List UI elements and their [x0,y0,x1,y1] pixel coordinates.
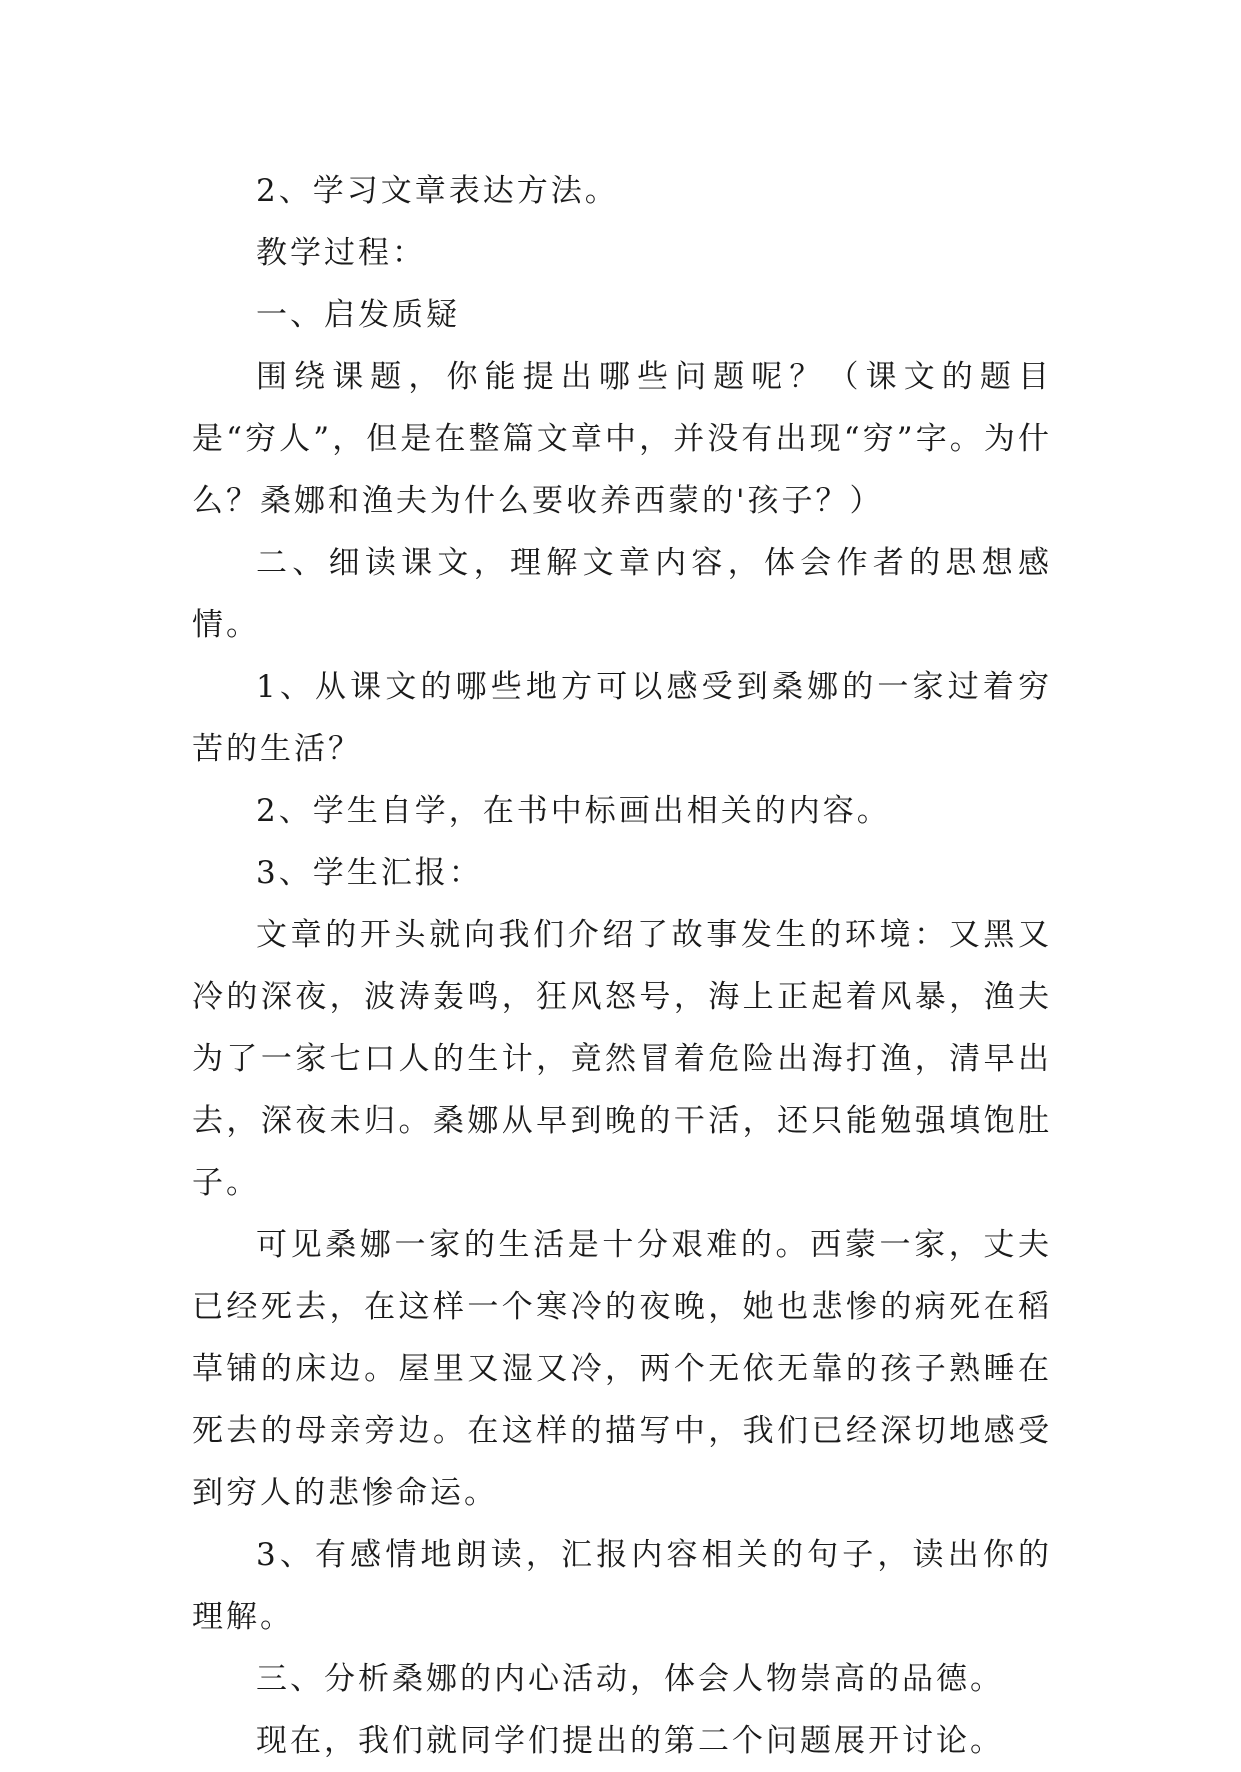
document-body [192,160,1052,1772]
paragraph-section-2-heading: 二、细读课文，理解文章内容，体会作者的思想感情。 [192,545,1052,643]
paragraph-step-3: 3、学生汇报： [256,855,483,891]
paragraph-reading-aloud: 3、有感情地朗读，汇报内容相关的句子，读出你的理解。 [192,1537,1052,1635]
paragraph-questions: 围绕课题，你能提出哪些问题呢？（课文的题目是“穷人”，但是在整篇文章中，并没有出现“穷”字。为什么？桑娜和渔夫为什么要收养西蒙的'孩子？） [192,359,1052,519]
paragraph-hardship: 可见桑娜一家的生活是十分艰难的。西蒙一家，丈夫已经死去，在这样一个寒冷的夜晚，她也悲惨的病死在稻草铺的床边。屋里又湿又冷，两个无依无靠的孩子熟睡在死去的母亲旁边。在这样的描写中，我们已经深切地感受到穷人的悲惨命运。 [192,1227,1052,1511]
paragraph-environment: 文章的开头就向我们介绍了故事发生的环境：又黑又冷的深夜，波涛轰鸣，狂风怒号，海上正起着风暴，渔夫为了一家七口人的生计，竟然冒着危险出海打渔，清早出去，深夜未归。桑娜从早到晚的干活，还只能勉强填饱肚子。 [192,917,1052,1201]
paragraph-step-1: 1、从课文的哪些地方可以感受到桑娜的一家过着穷苦的生活？ [192,669,1052,767]
paragraph-section-3-heading: 三、分析桑娜的内心活动，体会人物崇高的品德。 [256,1661,1004,1697]
paragraph-discussion: 现在，我们就同学们提出的第二个问题展开讨论。 [256,1723,1004,1759]
paragraph-teaching-process-heading: 教学过程： [256,235,426,271]
paragraph-section-1-heading: 一、启发质疑 [256,297,460,333]
paragraph-step-2: 2、学生自学，在书中标画出相关的内容。 [256,793,891,829]
paragraph-objective-2: 2、学习文章表达方法。 [256,173,619,209]
